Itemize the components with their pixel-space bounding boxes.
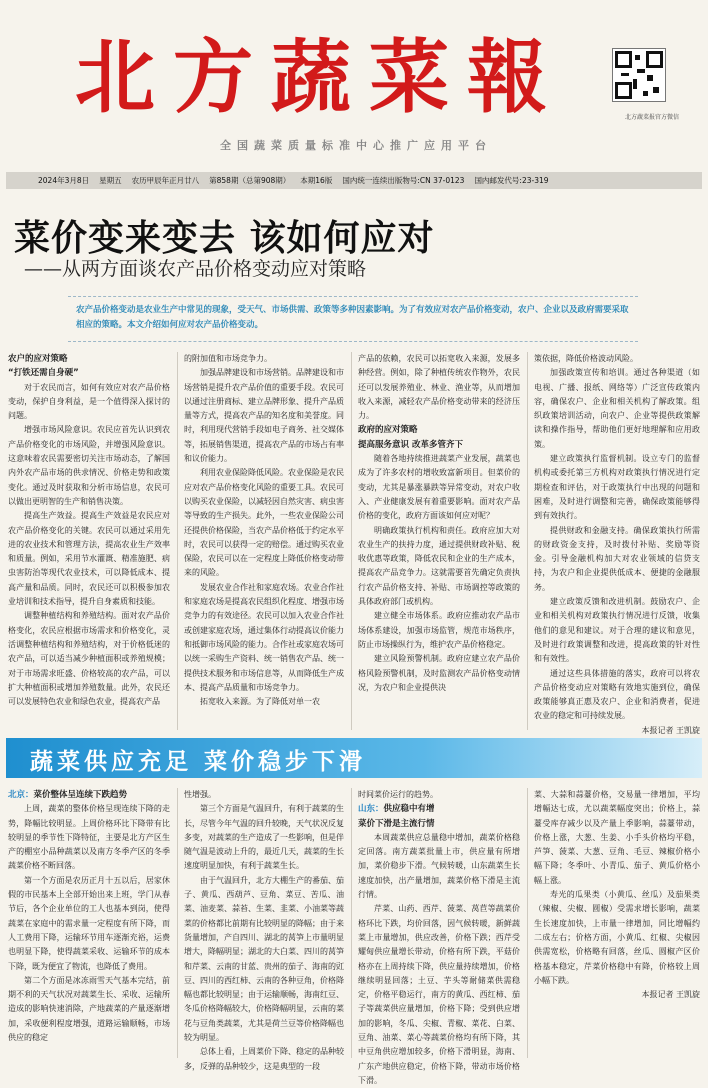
paragraph: 调整种植结构和养殖结构。面对农产品价格变化，农民应根据市场需求和价格变化，灵活调整种植结构和养殖结构，对于价格低迷的农产品，可以适当减少种植面积或养殖规模；对于市场需求旺盛、价格较高的农产品，可以扩大种植面积或增加养殖数量。此外，农民还可以发展特色农业和绿色农业，提高农产品 — [8, 611, 170, 707]
issue-weekday: 星期五 — [99, 176, 122, 185]
issue-lunar-date: 农历甲辰年正月廿八 — [131, 176, 200, 185]
section-heading: “打铁还需自身硬” — [8, 368, 79, 379]
paragraph: 上周，蔬菜的整体价格呈现连续下降的走势，降幅比较明显。上周价格环比下降带有比较明显的季节性下降特征，主要是北方产区生产的棚室小品种蔬菜以及南方冬季产区的冬季蔬菜价格不断回落。 — [8, 804, 170, 871]
paragraph: 明确政策执行机构和责任。政府应加大对农业生产的扶持力度，通过提供财政补贴、税收优惠等政策，降低农民和企业的生产成本，提高农产品竞争力。这就需要首先确定负责执行农产品价格支持、补贴、市场调控等政策的具体政府部门或机构。 — [358, 525, 520, 607]
article2-column-3 — [358, 788, 520, 1085]
paragraph: 提供财政和金融支持。确保政策执行所需的财政资金支持，及时拨付补贴、奖励等资金。引导金融机构加大对农业领域的信贷支持，为农户和企业提供低成本、便捷的金融服务。 — [534, 525, 700, 592]
issue-number: 第858期（总第908期） — [209, 176, 291, 185]
section-heading: 菜价下滑是主流行情 — [358, 818, 435, 829]
paragraph: 通过这些具体措施的落实，政府可以将农产品价格变动应对策略有效地实施到位，确保政策能够真正惠及农户、企业和消费者，促进农业的稳定和可持续发展。 — [534, 668, 700, 721]
region-label: 北京： — [8, 790, 34, 800]
paragraph: 策依据，降低价格波动风险。 — [534, 354, 638, 363]
issue-date: 2024年3月8日 — [38, 176, 90, 185]
region-heading-text: 菜价整体呈连续下跌趋势 — [33, 790, 128, 800]
paragraph: 提高生产效益。提高生产效益是农民应对农产品价格变化的关键。农民可以通过采用先进的农业技术和管理方法，提高农业生产效率和质量。例如，采用节水灌溉、精准施肥、病虫害防治等现代农业技术，可以降低成本、提高产量和品质。同时，农民还可以积极参加农业培训和技术指导，提升自身素质和技能。 — [8, 511, 170, 607]
qr-code-icon[interactable] — [612, 48, 666, 102]
region-heading — [358, 802, 520, 816]
section-heading: 农户的应对策略 — [8, 354, 68, 364]
paragraph: 第二个方面是冰冻雨雪天气基本完结，前期不利的天气状况对蔬菜生长、采收、运输所造成的影响快速消除，产地蔬菜的产量逐渐增加，采收便利程度增强，道路运输顺畅，市场供应的稳定 — [8, 975, 170, 1043]
region-heading — [8, 788, 170, 802]
paragraph: 芹菜、山药、西芹、菠菜、莴苣等蔬菜价格环比下跌，均价回落，因气候转暖，新鲜蔬菜上市量增加，供应改善，价格下跌；西芹受耀甸供应量增长带动，价格有所下跌，平菇价格亦在上周持续下降，供应量持续增加，价格继续明显回落；土豆、芋头等耐储菜供需稳定，价格平稳运行，南方的黄瓜、西红柿、茄子等蔬菜供应量增加，价格下降；受到供应增加的影响，冬瓜、尖椒、青椒、菜花、白菜、豆角、油菜、菜心等蔬菜价格均有所下降，其中豆角供应增加较多，价格下滑明显，海南、广东产地供应稳定，价格下降，带动市场价格下滑。 — [358, 904, 520, 1085]
article1-subhead: ——从两方面谈农产品价格变动应对策略 — [24, 258, 367, 280]
article2-column-2 — [184, 788, 344, 1071]
paragraph: 加强品牌建设和市场营销。品牌建设和市场营销是提升农产品价值的重要手段。农民可以通过注册商标、建立品牌形象、提升产品质量等方式，提高农产品的知名度和美誉度。同时，利用现代营销手段如电子商务、社交媒体等，拓展销售渠道，提高农产品的市场占有率和议价能力。 — [184, 368, 344, 464]
paragraph: 菜、大蒜和蒜薹价格，交易量一律增加，平均增幅达七成，尤以蔬菜幅度突出；价格上，蒜薹受库存减少以及产量上季影响，蒜薹带动，价格上涨，大葱、生姜、小手头价格均平稳，芦笋、菠菜、大葱、豆角、毛豆、辣椒价格小幅下降；冬季叶、小青瓜、茄子、黄瓜价格小幅上涨。 — [534, 790, 700, 885]
paragraph: 建立政策反馈和改进机制。鼓励农户、企业和相关机构对政策执行情况进行反馈，收集他们的意见和建议。对于合理的建议和意见，及时进行政策调整和改进，提高政策的针对性和有效性。 — [534, 597, 700, 664]
article1-headline: 菜价变来变去 该如何应对 — [14, 217, 435, 259]
paragraph: 寿光的瓜果类（小黄瓜、丝瓜）及茄果类（辣椒、尖椒、圆椒）受需求增长影响，蔬菜生长速度加快，上市量一律增加，同比增幅约二成左右；价格方面，小黄瓜、红椒、尖椒因供需宽松，价格略有回落，丝瓜、圆椒产区价格基本稳定，芹菜价格稳中有降，价格较上周小幅下跌。 — [534, 890, 700, 985]
masthead-slogan: 全国蔬菜质量标准中心推广应用平台 — [220, 139, 492, 152]
paragraph: 本周蔬菜供应总量稳中增加，蔬菜价格稳定回落。南方蔬菜批量上市，供应量有所增加，菜价稳步下滑。气候转暖，山东蔬菜生长速度加快，出产量增加，蔬菜价格下滑是主流行情。 — [358, 832, 520, 900]
paragraph: 随着各地持续推进蔬菜产业发展，蔬菜也成为了许多农村的增收致富新项目。但菜价的变动，尤其是暴涨暴跌等异常变动，对农户收入、产业健康发展有着重要影响。面对农产品价格的变化，政府方面该如何应对呢？ — [358, 454, 520, 521]
paragraph: 加强政策宣传和培训。通过各种渠道（如电视、广播、报纸、网络等）广泛宣传政策内容，确保农户、企业和相关机构了解政策。组织政策培训活动，向农户、企业等提供政策解读和操作指导，帮助他们更好地理解和应用政策。 — [534, 368, 700, 449]
region-label: 山东： — [358, 804, 384, 815]
reporter-byline: 本报记者 王凯旋 — [641, 725, 700, 735]
issue-pages: 本期16版 — [300, 176, 333, 185]
section-heading: 提高服务意识 改革多管齐下 — [358, 439, 463, 450]
region-heading-text: 供应稳中有增 — [383, 804, 435, 815]
paragraph: 建立政策执行监督机制。设立专门的监督机构或委托第三方机构对政策执行情况进行定期检查和评估，对于政策执行中出现的问题和困难，及时进行调整和完善，确保政策能够得到有效执行。 — [534, 454, 700, 521]
paragraph: 总体上看，上周菜价下降、稳定的品种较多，反弹的品种较少，这是典型的一段 — [184, 1047, 344, 1071]
section-heading: 政府的应对策略 — [358, 425, 418, 436]
paragraph: 建立健全市场体系。政府应推动农产品市场体系建设，加强市场监管，规范市场秩序，防止市场操纵行为，维护农产品价格稳定。 — [358, 611, 520, 649]
issue-info-bar — [6, 172, 702, 189]
paragraph: 时间菜价运行的趋势。 — [358, 790, 438, 799]
paragraph: 第一个方面是农历正月十五以后，居家休假的市民基本上全部开始出来上班，学门从春节后，各个企业单位的工人也基本到岗，使得蔬菜在家庭中的需求量一定程度有所下降，而人工费用下降，运输环节用车逐渐充裕，运费也明显下降，使得蔬菜采收、运输环节的成本下降，既为便宜了物流，也降低了费用。 — [8, 875, 170, 971]
article2-column-4 — [534, 788, 700, 1058]
article1-column-2 — [184, 352, 344, 730]
paragraph: 拓宽收入来源。为了降低对单一农 — [200, 697, 320, 707]
paragraph: 增强市场风险意识。农民应首先认识到农产品价格变化的市场风险，并增强风险意识。这意味着农民需要密切关注市场动态，了解国内外农产品市场的供求情况、价格走势和政策变化。通过及时获取和分析市场信息，农民可以做出更明智的生产和销售决策。 — [8, 425, 170, 506]
article1-lead: 农产品价格变动是农业生产中常见的现象，受天气、市场供需、政策等多种因素影响。为了有效应对农产品价格变动，农户、企业以及政府需要采取相应的策略。本文介绍如何应对农产品价格变动。 — [68, 296, 638, 342]
issue-cn-number: 国内统一连续出版物号:CN 37-0123 — [342, 176, 465, 185]
paragraph: 的附加值和市场竞争力。 — [184, 354, 272, 363]
paragraph: 第三个方面是气温回升，有利于蔬菜的生长，尽管今年气温的回升较晚，天气状况反复多变，对蔬菜的生产造成了一些影响，但是伴随气温是波动上升的，最近几天，蔬菜的生长速度明显加快，有利于蔬菜生长。 — [184, 804, 344, 871]
paragraph: 建立风险预警机制。政府应建立农产品价格风险预警机制，及时监测农产品价格变动情况，为农户和企业提供决 — [358, 654, 520, 692]
masthead — [0, 0, 708, 170]
article2-column-1 — [8, 788, 170, 1058]
paragraph: 产品的依赖，农民可以拓宽收入来源，发展多种经营。例如，除了种植传统农作物外，农民还可以发展养殖业、林业、渔业等，从而增加收入来源，减轻农产品价格变动带来的经济压力。 — [358, 354, 520, 421]
paragraph: 发展农业合作社和家庭农场。农业合作社和家庭农场是提高农民组织化程度、增强市场竞争力的有效途径。农民可以加入农业合作社或创建家庭农场，通过集体行动提高议价能力和抵御市场风险的能力。合作社或家庭农场可以统一采购生产资料、统一销售农产品、统一提供技术服务和市场信息等，从而降低生产成本、提高产品质量和市场竞争力。 — [184, 582, 344, 692]
paragraph: 利用农业保险降低风险。农业保险是农民应对农产品价格变化风险的重要工具。农民可以购买农业保险，以减轻因自然灾害、病虫害等导致的生产损失。此外，一些农业保险公司还提供价格保险，当农产品价格低于约定水平时，农民可以获得一定的赔偿。通过购买农业保险，农民可以在一定程度上降低价格变动带来的风险。 — [184, 468, 344, 578]
qr-caption: 北方蔬菜报官方微信 — [624, 114, 679, 121]
article1-column-3 — [358, 352, 520, 730]
issue-postal-code: 国内邮发代号:23-319 — [474, 176, 549, 185]
article2-headline: 蔬菜供应充足 菜价稳步下滑 — [30, 749, 367, 775]
newspaper-title: 北方蔬菜報 — [75, 29, 565, 124]
paragraph: 对于农民而言，如何有效应对农产品价格变动，保护自身利益，是一个值得深入探讨的问题。 — [8, 382, 170, 421]
reporter-byline: 本报记者 王凯旋 — [641, 990, 700, 1000]
paragraph: 性增强。 — [184, 790, 216, 799]
article1-column-4 — [534, 352, 700, 735]
article1-column-1 — [8, 352, 170, 730]
paragraph: 由于气温回升，北方大棚生产的番茄、茄子、黄瓜、西葫芦、豆角、菜豆、苦瓜、油菜、油麦菜、蒜苔、生菜、韭菜、小油菜等蔬菜的价格都比前期有比较明显的降幅；由于来货量增加，产自四川、湖北的莴笋上市量明显增大，降幅明显；湖北的大白菜、四川的莴笋和芹菜、云南的甘蓝、贵州的茄子、海南的豇豆、四川的西红柿、云南的各种豆角，价格降幅也都比较明显；由于运输顺畅，海南红豆、冬瓜价格降幅较大，价格降幅明显，云南的菜花与豆角类蔬菜，尤其是荷兰豆等价格降幅也较为明显。 — [184, 875, 344, 1043]
